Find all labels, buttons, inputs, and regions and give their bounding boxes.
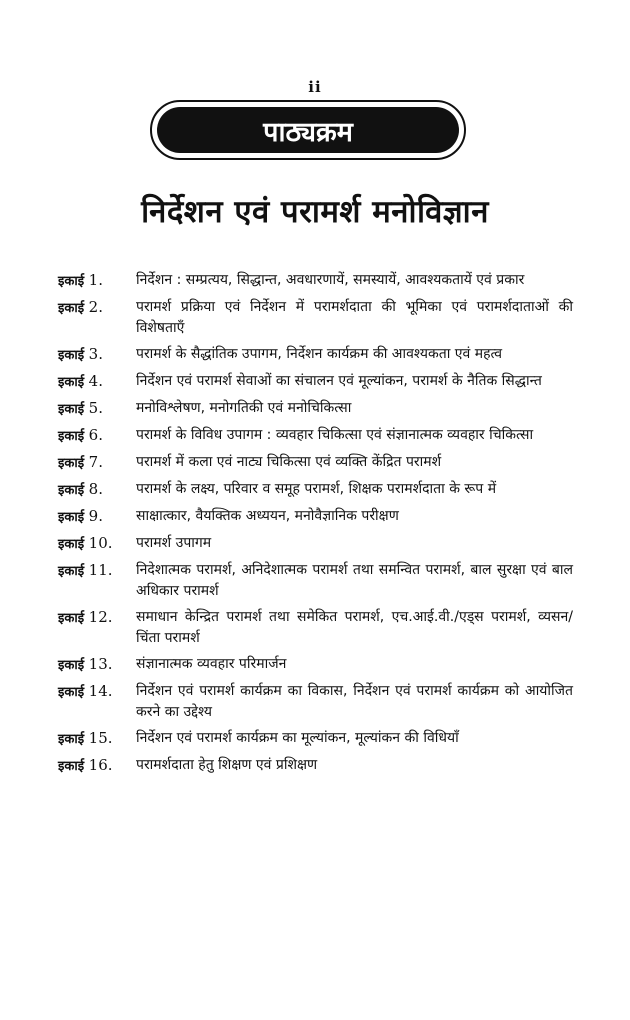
unit-text: निर्देशन एवं परामर्श सेवाओं का संचालन एवं मूल्यांकन, परामर्श के नैतिक सिद्धान्त (136, 373, 542, 389)
unit-item (58, 398, 573, 420)
unit-text: परामर्श के सैद्धांतिक उपागम, निर्देशन कार्यक्रम की आवश्यकता एवं महत्व (136, 346, 503, 362)
unit-label (58, 533, 136, 555)
unit-word: इकाई (58, 611, 85, 626)
unit-word: इकाई (58, 732, 85, 747)
unit-text: परामर्श में कला एवं नाट्य चिकित्सा एवं व्यक्ति केंद्रित परामर्श (136, 454, 442, 470)
unit-number: 7. (88, 453, 103, 471)
unit-text: निर्देशन एवं परामर्श कार्यक्रम का विकास, निर्देशन एवं परामर्श कार्यक्रम को आयोजित करने का उद्देश्य (136, 683, 573, 720)
unit-number: 5. (88, 399, 103, 417)
unit-text: निर्देशन : सम्प्रत्यय, सिद्धान्त, अवधारणायें, समस्यायें, आवश्यकतायें एवं प्रकार (136, 272, 525, 288)
syllabus-banner (150, 100, 466, 160)
unit-number: 15. (88, 729, 113, 747)
unit-text: साक्षात्कार, वैयक्तिक अध्ययन, मनोवैज्ञानिक परीक्षण (136, 508, 399, 524)
unit-item (58, 681, 573, 723)
unit-label (58, 297, 136, 319)
unit-item (58, 479, 573, 501)
unit-word: इकाई (58, 348, 85, 363)
unit-text: परामर्श प्रक्रिया एवं निर्देशन में परामर्शदाता की भूमिका एवं परामर्शदाताओं की विशेषताएँ (136, 299, 573, 336)
unit-label (58, 607, 136, 629)
unit-word: इकाई (58, 301, 85, 316)
unit-item (58, 607, 573, 649)
unit-word: इकाई (58, 375, 85, 390)
unit-text: परामर्श के विविध उपागम : व्यवहार चिकित्सा एवं संज्ञानात्मक व्यवहार चिकित्सा (136, 427, 534, 443)
unit-number: 13. (88, 655, 113, 673)
unit-word: इकाई (58, 658, 85, 673)
unit-word: इकाई (58, 510, 85, 525)
unit-label (58, 371, 136, 393)
unit-word: इकाई (58, 429, 85, 444)
unit-item (58, 533, 573, 555)
unit-label (58, 425, 136, 447)
syllabus-banner-label: पाठ्यक्रम (157, 107, 459, 153)
unit-item (58, 297, 573, 339)
unit-word: इकाई (58, 456, 85, 471)
unit-number: 3. (88, 345, 103, 363)
unit-number: 10. (88, 534, 113, 552)
unit-label (58, 344, 136, 366)
unit-label (58, 452, 136, 474)
unit-number: 6. (88, 426, 103, 444)
unit-text: निर्देशन एवं परामर्श कार्यक्रम का मूल्यांकन, मूल्यांकन की विधियाँ (136, 730, 459, 746)
page-number: ii (308, 78, 322, 96)
unit-word: इकाई (58, 564, 85, 579)
unit-item (58, 270, 573, 292)
unit-text: समाधान केन्द्रित परामर्श तथा समेकित परामर्श, एच.आई.वी./एड्स परामर्श, व्यसन/चिंता परामर्श (136, 609, 573, 646)
unit-label (58, 506, 136, 528)
unit-number: 14. (88, 682, 113, 700)
unit-label (58, 654, 136, 676)
unit-label (58, 560, 136, 582)
unit-text: निदेशात्मक परामर्श, अनिदेशात्मक परामर्श तथा समन्वित परामर्श, बाल सुरक्षा एवं बाल अधिकार परामर्श (136, 562, 573, 599)
unit-word: इकाई (58, 759, 85, 774)
unit-label (58, 755, 136, 777)
unit-text: परामर्शदाता हेतु शिक्षण एवं प्रशिक्षण (136, 757, 318, 773)
unit-text: परामर्श के लक्ष्य, परिवार व समूह परामर्श, शिक्षक परामर्शदाता के रूप में (136, 481, 497, 497)
unit-item (58, 425, 573, 447)
unit-number: 8. (88, 480, 103, 498)
unit-text: संज्ञानात्मक व्यवहार परिमार्जन (136, 656, 287, 672)
unit-item (58, 728, 573, 750)
unit-number: 16. (88, 756, 113, 774)
unit-item (58, 654, 573, 676)
unit-word: इकाई (58, 537, 85, 552)
unit-label (58, 681, 136, 703)
unit-item (58, 506, 573, 528)
unit-number: 2. (88, 298, 103, 316)
unit-text: परामर्श उपागम (136, 535, 212, 551)
unit-list (58, 270, 573, 782)
unit-label (58, 728, 136, 750)
unit-item (58, 560, 573, 602)
unit-number: 1. (88, 271, 103, 289)
unit-label (58, 398, 136, 420)
unit-word: इकाई (58, 274, 85, 289)
unit-label (58, 270, 136, 292)
subject-title: निर्देशन एवं परामर्श मनोविज्ञान (141, 194, 489, 230)
unit-item (58, 344, 573, 366)
unit-item (58, 755, 573, 777)
unit-label (58, 479, 136, 501)
unit-word: इकाई (58, 402, 85, 417)
unit-item (58, 452, 573, 474)
unit-item (58, 371, 573, 393)
unit-number: 4. (88, 372, 103, 390)
unit-number: 9. (88, 507, 103, 525)
unit-number: 11. (88, 561, 113, 579)
unit-text: मनोविश्लेषण, मनोगतिकी एवं मनोचिकित्सा (136, 400, 352, 416)
unit-word: इकाई (58, 685, 85, 700)
unit-number: 12. (88, 608, 113, 626)
unit-word: इकाई (58, 483, 85, 498)
